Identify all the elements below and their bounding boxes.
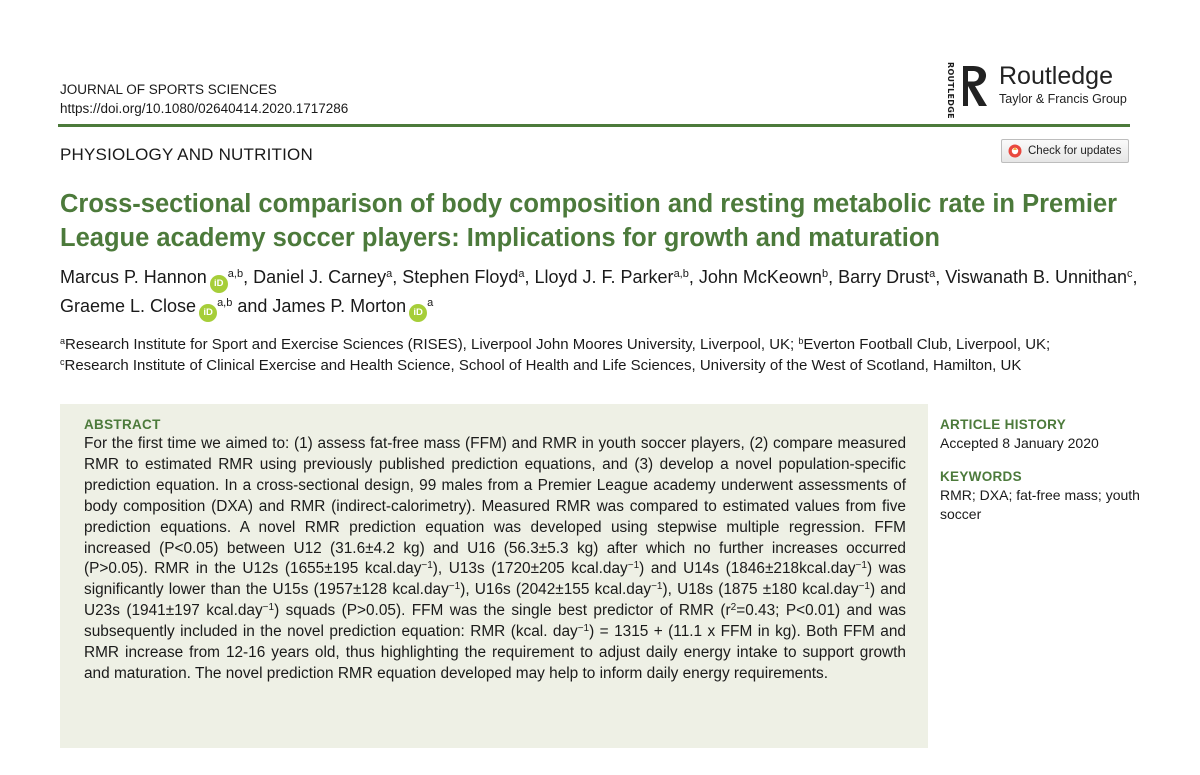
abstract-superscript: −1 xyxy=(855,560,867,572)
journal-name: JOURNAL OF SPORTS SCIENCES xyxy=(60,82,277,97)
article-history-text: Accepted 8 January 2020 xyxy=(940,435,1099,451)
author-affiliation-mark: a xyxy=(386,268,393,280)
abstract-superscript: 2 xyxy=(730,602,737,614)
orcid-icon[interactable]: iD xyxy=(210,275,228,293)
routledge-logo-icon xyxy=(957,62,993,110)
author-separator: , xyxy=(828,267,839,287)
author-affiliation-mark: a xyxy=(427,297,434,309)
abstract-superscript: −1 xyxy=(627,560,640,572)
author-affiliation-mark: b xyxy=(821,268,829,280)
affiliations xyxy=(60,334,1140,376)
publisher-name: Routledge xyxy=(999,62,1113,90)
author-separator: , xyxy=(243,267,254,287)
author-name[interactable]: John McKeown xyxy=(698,267,822,287)
author-affiliation-mark: c xyxy=(1127,268,1133,280)
abstract-text: ) was significantly lower than the U15s (1957±128 kcal.day xyxy=(84,560,906,599)
abstract-text: ), U16s (2042±155 kcal.day xyxy=(460,581,652,599)
affiliation-text: Research Institute of Clinical Exercise and Health Science, School of Health and Life Sciences, University of the West of Scotland, Hamilton, UK xyxy=(64,357,1022,374)
affiliation-mark: a xyxy=(60,336,66,346)
publisher-side-text: ROUTLEDGE xyxy=(946,62,955,119)
abstract-text: ), U18s (1875 ±180 kcal.day xyxy=(662,581,859,599)
abstract-superscript: −1 xyxy=(577,623,590,635)
abstract-text: ) and U23s (1941±197 kcal.day xyxy=(84,581,906,620)
abstract-text: For the first time we aimed to: (1) assess fat-free mass (FFM) and RMR in youth soccer players, (2) compare measured RMR to estimated RMR using previously published prediction equations, and (3) develop a novel population-specific prediction equation. In a cross-sectional design, 99 males from a Premier League academy underwent assessments of body composition (DXA) and RMR (indirect-calorimetry). Measured RMR was compared to estimated values from five prediction equations. A novel RMR prediction equation was developed using stepwise multiple regression. FFM increased (P<0.05) between U12 (31.6±4.2 kg) and U16 (56.3±5.3 kg) after which no further increases occurred (P>0.05). RMR in the U12s (1655±195 kcal.day xyxy=(84,435,906,578)
affiliation-mark: c xyxy=(60,357,65,367)
header-divider xyxy=(58,124,1130,127)
abstract-superscript: −1 xyxy=(421,560,433,572)
abstract-superscript: −1 xyxy=(448,581,461,593)
author-affiliation-mark: a xyxy=(518,268,525,280)
author-separator: , xyxy=(1132,267,1138,287)
affiliation-text: Research Institute for Sport and Exercise Sciences (RISES), Liverpool John Moores University, Liverpool, UK; xyxy=(65,336,799,353)
author-list xyxy=(60,264,1140,322)
author-affiliation-mark: a xyxy=(929,268,936,280)
abstract-text: ) = 1315 + (11.1 x FFM in kg). Both FFM and RMR increase from 12-16 years old, thus highlighting the requirement to adjust daily energy intake to support growth and maturation. The novel prediction RMR equation developed may help to inform daily energy requirements. xyxy=(84,623,906,682)
author-affiliation-mark: a,b xyxy=(227,268,244,280)
article-title: Cross-sectional comparison of body composition and resting metabolic rate in Premier League academy soccer players: Implications for growth and maturation xyxy=(60,190,1118,252)
article-history-heading: ARTICLE HISTORY xyxy=(940,417,1067,432)
orcid-icon[interactable]: iD xyxy=(199,304,217,322)
author-name[interactable]: Viswanath B. Unnithan xyxy=(945,267,1128,287)
author-name[interactable]: Barry Drust xyxy=(838,267,930,287)
abstract-text: =0.43; P<0.01) and was subsequently included in the novel prediction equation: RMR (kcal. day xyxy=(84,602,906,641)
section-label: PHYSIOLOGY AND NUTRITION xyxy=(60,145,313,164)
abstract-heading: ABSTRACT xyxy=(84,417,161,432)
affiliation-text: Everton Football Club, Liverpool, UK; xyxy=(803,336,1051,353)
publisher-group: Taylor & Francis Group xyxy=(999,92,1127,106)
author-name[interactable]: Daniel J. Carney xyxy=(253,267,387,287)
abstract-box xyxy=(60,404,928,748)
author-separator: , xyxy=(935,267,946,287)
author-separator: , xyxy=(392,267,403,287)
author-separator: , xyxy=(688,267,699,287)
article-sidebar xyxy=(940,415,1140,538)
orcid-icon[interactable]: iD xyxy=(409,304,427,322)
abstract-superscript: −1 xyxy=(651,581,663,593)
doi-link[interactable]: https://doi.org/10.1080/02640414.2020.1717286 xyxy=(60,101,349,116)
abstract-text: ) and U14s (1846±218kcal.day xyxy=(639,560,856,578)
author-name[interactable]: Stephen Floyd xyxy=(402,267,519,287)
author-name[interactable]: Marcus P. Hannon xyxy=(60,267,207,287)
author-separator: , xyxy=(524,267,535,287)
publisher-brand xyxy=(946,62,1127,119)
journal-header xyxy=(60,80,348,118)
abstract-body xyxy=(84,434,906,685)
abstract-superscript: −1 xyxy=(858,581,870,593)
author-name[interactable]: James P. Morton xyxy=(272,296,407,316)
author-separator: and xyxy=(232,296,273,316)
check-updates-icon xyxy=(1008,144,1022,158)
abstract-text: ), U13s (1720±205 kcal.day xyxy=(432,560,628,578)
keywords-heading: KEYWORDS xyxy=(940,469,1022,484)
abstract-superscript: −1 xyxy=(262,602,275,614)
affiliation-mark: b xyxy=(798,336,804,346)
author-affiliation-mark: a,b xyxy=(217,297,233,309)
check-updates-label: Check for updates xyxy=(1028,145,1122,157)
check-updates-button[interactable] xyxy=(1001,139,1129,163)
keywords-text: RMR; DXA; fat-free mass; youth soccer xyxy=(940,487,1140,522)
author-name[interactable]: Lloyd J. F. Parker xyxy=(534,267,674,287)
abstract-text: ) squads (P>0.05). FFM was the single best predictor of RMR (r xyxy=(274,602,731,620)
author-name[interactable]: Graeme L. Close xyxy=(60,296,197,316)
author-affiliation-mark: a,b xyxy=(673,268,689,280)
